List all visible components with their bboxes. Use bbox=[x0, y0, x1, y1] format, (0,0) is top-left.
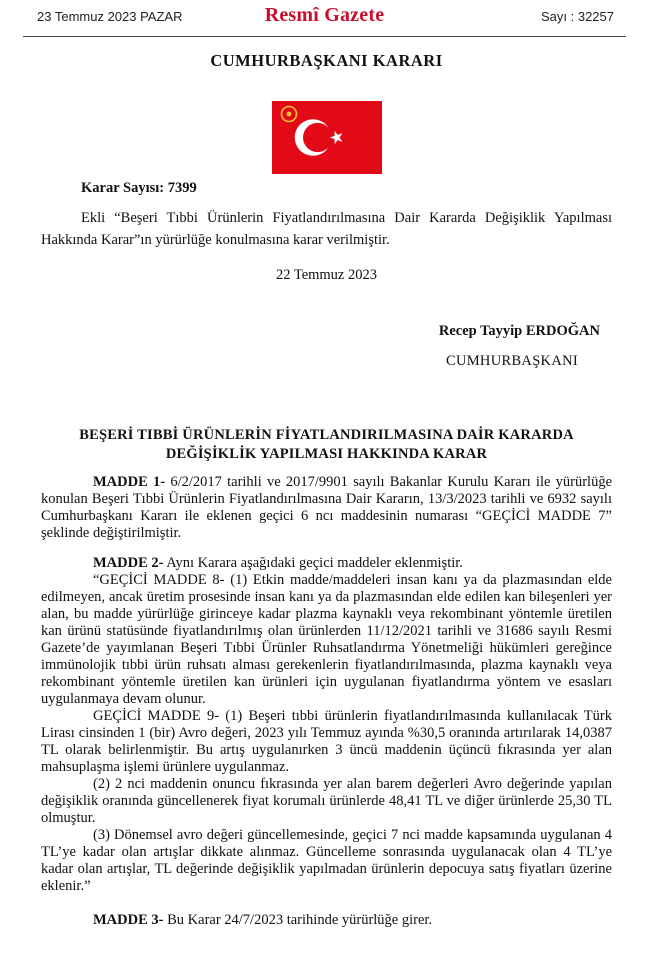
decision-number: Karar Sayısı: 7399 bbox=[81, 180, 197, 196]
intro-paragraph: Ekli “Beşeri Tıbbi Ürünlerin Fiyatlandırılmasına Dair Kararda Değişiklik Yapılması Hakkında Karar”ın yürürlüğe konulmasına karar verilmiştir. bbox=[41, 210, 612, 248]
law-title-line-1: BEŞERİ TIBBİ ÜRÜNLERİN FİYATLANDIRILMASINA DAİR KARARDA bbox=[79, 427, 574, 443]
signer-given-names: Recep Tayyip bbox=[438, 323, 526, 339]
issue-number: Sayı : 32257 bbox=[541, 9, 614, 24]
article-1-text: 6/2/2017 tarihli ve 2017/9901 sayılı Bakanlar Kurulu Kararı ile yürürlüğe konulan Beşeri Tıbbi Ürünlerin Fiyatlandırılmasına Dair Kararın, 13/3/2023 tarihli ve 6932 sayılı Cumhurbaşkanı Kararı ile eklenen geçici 6 ncı maddesinin numarası “GEÇİCİ MADDE 7” şeklinde değiştirilmiştir. bbox=[41, 474, 616, 541]
article-1 bbox=[41, 474, 616, 542]
article-3-label: MADDE 3- bbox=[93, 912, 164, 928]
temporary-article-8: “GEÇİCİ MADDE 8- (1) Etkin madde/maddeleri insan kanı ya da plazmasından elde edilmeyen, ancak üretim prosesinde insan kanı ya da plazmasından elde edilen kan bileşenleri yer alan, bu madde yürürlüğe girinceye kadar plazma kaynaklı veya rekombinant yöntemle üretilen kan ürünü statüsünde fiyatlandırılmış olan ürünlerden 11/12/2021 tarihli ve 31686 sayılı Resmi Gazete’de yayımlanan Beşeri Tıbbi Ürünler Ruhsatlandırma Yönetmeliği hükümleri gereğince immünolojik tıbbi ürün ruhsatı alması gerekenlerin fiyatlandırılmasında, plazma kaynaklı veya rekombinant yöntemle üretilen kan ürünleri için uygulanan fiyatlandırma yöntem ve esasları uygulanmaya devam olunur. bbox=[41, 572, 612, 707]
signer-surname: ERDOĞAN bbox=[525, 323, 600, 339]
temporary-article-9-paragraph-1: GEÇİCİ MADDE 9- (1) Beşeri tıbbi ürünlerin fiyatlandırılmasında kullanılacak Türk Lirası cinsinden 1 (bir) Avro değeri, 2023 yılı Temmuz ayında %30,5 oranında artırılarak 14,0387 TL olarak belirlenmiştir. Bu artış uygulanırken 3 üncü maddenin üçüncü fıkrasında yer alan mahsuplaşma işlemi ürünlere uygulanmaz. bbox=[41, 708, 612, 775]
article-3-paragraph bbox=[41, 912, 612, 929]
article-3 bbox=[41, 912, 612, 929]
decision-title: CUMHURBAŞKANI KARARI bbox=[210, 51, 443, 70]
gazette-name: Resmî Gazete bbox=[264, 4, 385, 26]
article-2-label: MADDE 2- bbox=[93, 555, 164, 571]
flag-container bbox=[41, 101, 612, 174]
gazette-header bbox=[23, 0, 626, 37]
signer-title: CUMHURBAŞKANI bbox=[446, 353, 578, 369]
law-title-line-2: DEĞİŞİKLİK YAPILMASI HAKKINDA KARAR bbox=[165, 446, 488, 462]
decision-date: 22 Temmuz 2023 bbox=[275, 267, 377, 283]
header-date: 23 Temmuz 2023 PAZAR bbox=[37, 9, 183, 24]
article-2-paragraph bbox=[41, 555, 612, 572]
turkish-flag-icon bbox=[272, 101, 382, 174]
signer-name bbox=[41, 323, 612, 340]
article-2 bbox=[41, 555, 612, 895]
article-1-paragraph bbox=[41, 474, 616, 542]
article-2-text: Aynı Karara aşağıdaki geçici maddeler eklenmiştir. bbox=[163, 555, 463, 571]
article-3-text: Bu Karar 24/7/2023 tarihinde yürürlüğe girer. bbox=[163, 912, 433, 928]
law-title bbox=[41, 426, 612, 464]
article-1-label: MADDE 1- bbox=[93, 474, 166, 490]
temporary-article-9-paragraph-2: (2) 2 nci maddenin onuncu fıkrasında yer alan barem değerleri Avro değerinde yapılan değişiklik oranında güncellenerek fiyat korumalı ürünlerde 48,41 TL ve diğer ürünlerde 25,30 TL olmuştur. bbox=[41, 776, 612, 826]
temporary-article-9-paragraph-3: (3) Dönemsel avro değeri güncellemesinde, geçici 7 nci madde kapsamında uygulanan 4 TL’ye kadar olan artışlar dikkate alınmaz. Güncelleme sonrasında uygulanacak olan 4 TL’ye kadar olan artışlar, TL değerinde değişiklik yapılmadan ürünlerin depocuya satış fiyatları üzerine eklenir.” bbox=[41, 827, 612, 894]
